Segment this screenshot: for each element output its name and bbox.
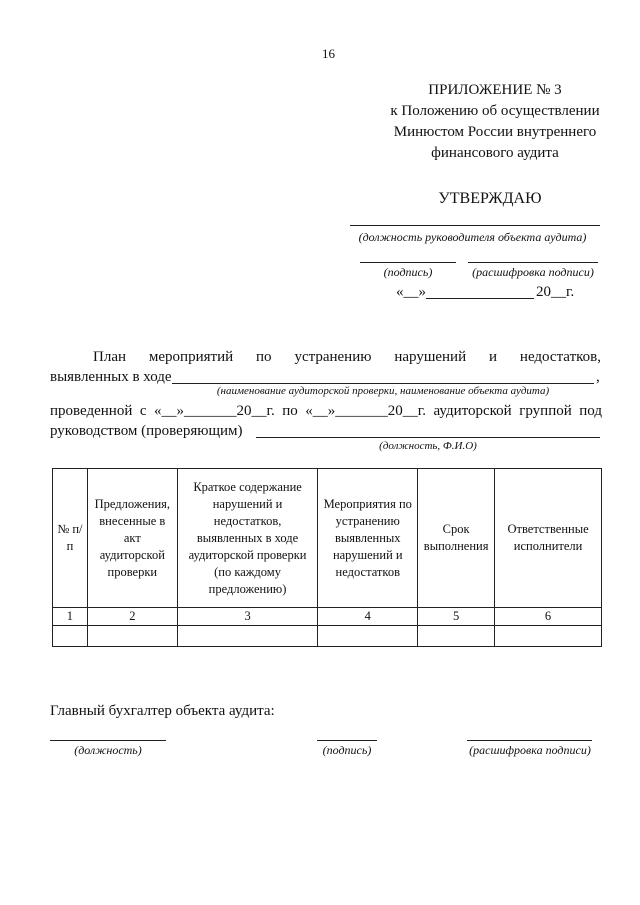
word: мероприятий — [148, 349, 234, 365]
word: недостатков, — [519, 349, 601, 365]
table-cell[interactable] — [495, 626, 602, 647]
column-number: 2 — [87, 608, 177, 626]
decoding-caption: (расшифровка подписи) — [472, 265, 594, 279]
footer-decoding-line[interactable] — [467, 740, 592, 741]
footer-position-line[interactable] — [50, 740, 166, 741]
column-number: 1 — [53, 608, 88, 626]
header-summary: Краткое содержание нарушений и недостатков, выявленных в ходе аудиторской проверки (по каждому предложению) — [177, 469, 318, 608]
plan-table — [52, 468, 602, 647]
header-responsible: Ответственные исполнители — [495, 469, 602, 608]
body-line-3: проведенной с «__»_______20__г. по «__»_______20__г. аудиторской группой под — [50, 403, 602, 419]
table-header-row — [53, 469, 602, 608]
table-cell[interactable] — [87, 626, 177, 647]
column-number: 5 — [418, 608, 495, 626]
table-cell[interactable] — [177, 626, 318, 647]
column-number: 4 — [318, 608, 418, 626]
appendix-title: ПРИЛОЖЕНИЕ № 3 — [428, 82, 562, 98]
audit-name-caption: (наименование аудиторской проверки, наименование объекта аудита) — [216, 385, 550, 397]
position-signature-line[interactable] — [350, 225, 600, 226]
approval-heading: УТВЕРЖДАЮ — [438, 190, 542, 207]
approval-date-day[interactable]: «__» — [396, 284, 426, 300]
appendix-line: Минюстом России внутреннего — [393, 124, 597, 140]
word: по — [256, 349, 272, 365]
column-number: 3 — [177, 608, 318, 626]
appendix-line: финансового аудита — [431, 145, 559, 161]
footer-label: Главный бухгалтер объекта аудита: — [50, 703, 275, 719]
word: нарушений — [394, 349, 467, 365]
position-caption: (должность руководителя объекта аудита) — [358, 230, 587, 244]
header-deadline: Срок выполнения — [418, 469, 495, 608]
column-number: 6 — [495, 608, 602, 626]
decoding-line[interactable] — [468, 262, 598, 263]
word: и — [489, 349, 498, 365]
footer-signature-caption: (подпись) — [322, 743, 372, 757]
table-cell[interactable] — [318, 626, 418, 647]
appendix-block — [360, 80, 630, 164]
page-number: 16 — [322, 46, 335, 61]
footer-position-caption: (должность) — [74, 743, 142, 757]
supervisor-line[interactable] — [256, 437, 600, 438]
signature-caption: (подпись) — [383, 265, 433, 279]
approval-date-month-line[interactable] — [426, 298, 534, 299]
body-line-2-prefix: выявленных в ходе — [50, 369, 172, 385]
table-cell[interactable] — [53, 626, 88, 647]
table-number-row — [53, 608, 602, 626]
word: устранению — [294, 349, 372, 365]
table-row — [53, 626, 602, 647]
header-measures: Мероприятия по устранению выявленных нарушений и недостатков — [318, 469, 418, 608]
body-line-4-prefix: руководством (проверяющим) — [50, 423, 243, 439]
appendix-line: к Положению об осуществлении — [390, 103, 600, 119]
comma: , — [596, 369, 600, 385]
header-number: № п/п — [53, 469, 88, 608]
audit-name-line[interactable] — [172, 383, 594, 384]
footer-decoding-caption: (расшифровка подписи) — [469, 743, 591, 757]
signature-line[interactable] — [360, 262, 456, 263]
table-cell[interactable] — [418, 626, 495, 647]
supervisor-caption: (должность, Ф.И.О) — [379, 440, 477, 452]
body-line-1 — [93, 348, 601, 366]
word: План — [93, 349, 127, 365]
footer-signature-line[interactable] — [317, 740, 377, 741]
header-proposals: Предложения, внесенные в акт аудиторской проверки — [87, 469, 177, 608]
approval-date-year[interactable]: 20__г. — [536, 284, 575, 300]
